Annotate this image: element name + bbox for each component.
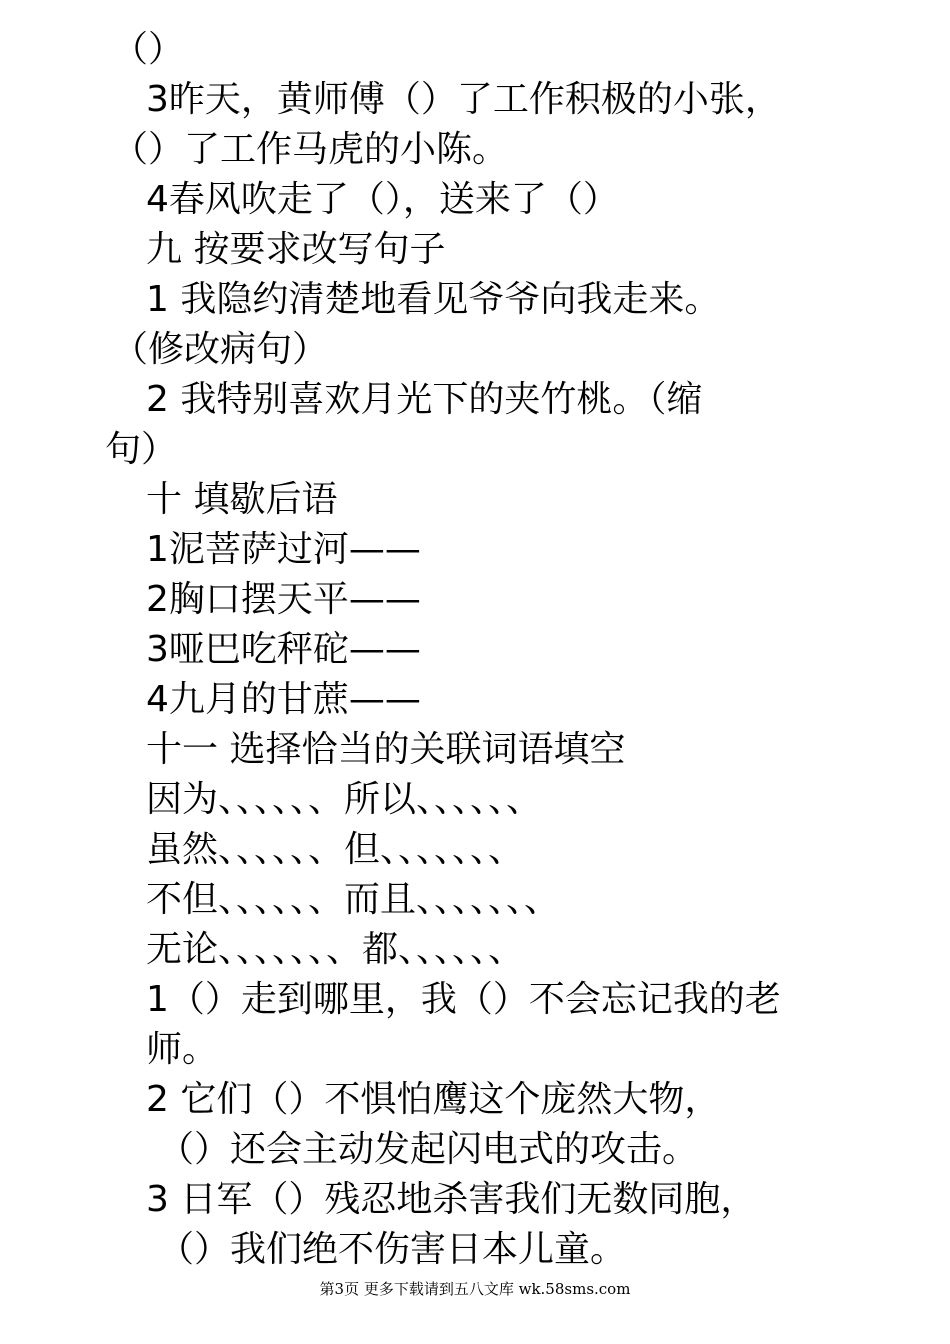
line-07: （修改病句） xyxy=(112,329,329,370)
line-25: （）我们绝不伤害日本儿童。 xyxy=(158,1229,627,1270)
section-heading-11: 十一 选择恰当的关联词语填空 xyxy=(146,729,626,770)
line-08: 2 我特别喜欢月光下的夹竹桃。（缩 xyxy=(146,379,703,420)
line-11: 1泥菩萨过河—— xyxy=(146,529,421,570)
line-02: 3昨天，黄师傅（）了工作积极的小张， xyxy=(146,79,781,120)
line-03: （）了工作马虎的小陈。 xyxy=(112,129,509,170)
line-12: 2胸口摆天平—— xyxy=(146,579,421,620)
page-footer: 第3页 更多下载请到五八文库 wk.58sms.com xyxy=(319,1280,631,1298)
line-01: （） xyxy=(112,29,185,70)
line-09: 句） xyxy=(105,429,178,470)
section-heading-9: 九 按要求改写句子 xyxy=(146,229,446,270)
line-04: 4春风吹走了（），送来了（） xyxy=(146,179,619,220)
line-21: 师。 xyxy=(146,1029,219,1070)
line-06: 1 我隐约清楚地看见爷爷向我走来。 xyxy=(146,279,721,320)
line-17: 虽然、、、、、、但、、、、、、、 xyxy=(146,829,525,870)
line-16: 因为、、、、、、所以、、、、、、 xyxy=(146,779,543,820)
line-18: 不但、、、、、、而且、、、、、、、 xyxy=(146,879,561,920)
line-13: 3哑巴吃秤砣—— xyxy=(146,629,421,670)
line-24: 3 日军（）残忍地杀害我们无数同胞， xyxy=(146,1179,757,1220)
line-19: 无论、、、、、、、都、、、、、、 xyxy=(146,929,525,970)
line-14: 4九月的甘蔗—— xyxy=(146,679,421,720)
section-heading-10: 十 填歇后语 xyxy=(146,479,338,520)
line-20: 1（）走到哪里，我（）不会忘记我的老 xyxy=(146,979,781,1020)
line-23: （）还会主动发起闪电式的攻击。 xyxy=(158,1129,699,1170)
line-22: 2 它们（）不惧怕鹰这个庞然大物， xyxy=(146,1079,721,1120)
